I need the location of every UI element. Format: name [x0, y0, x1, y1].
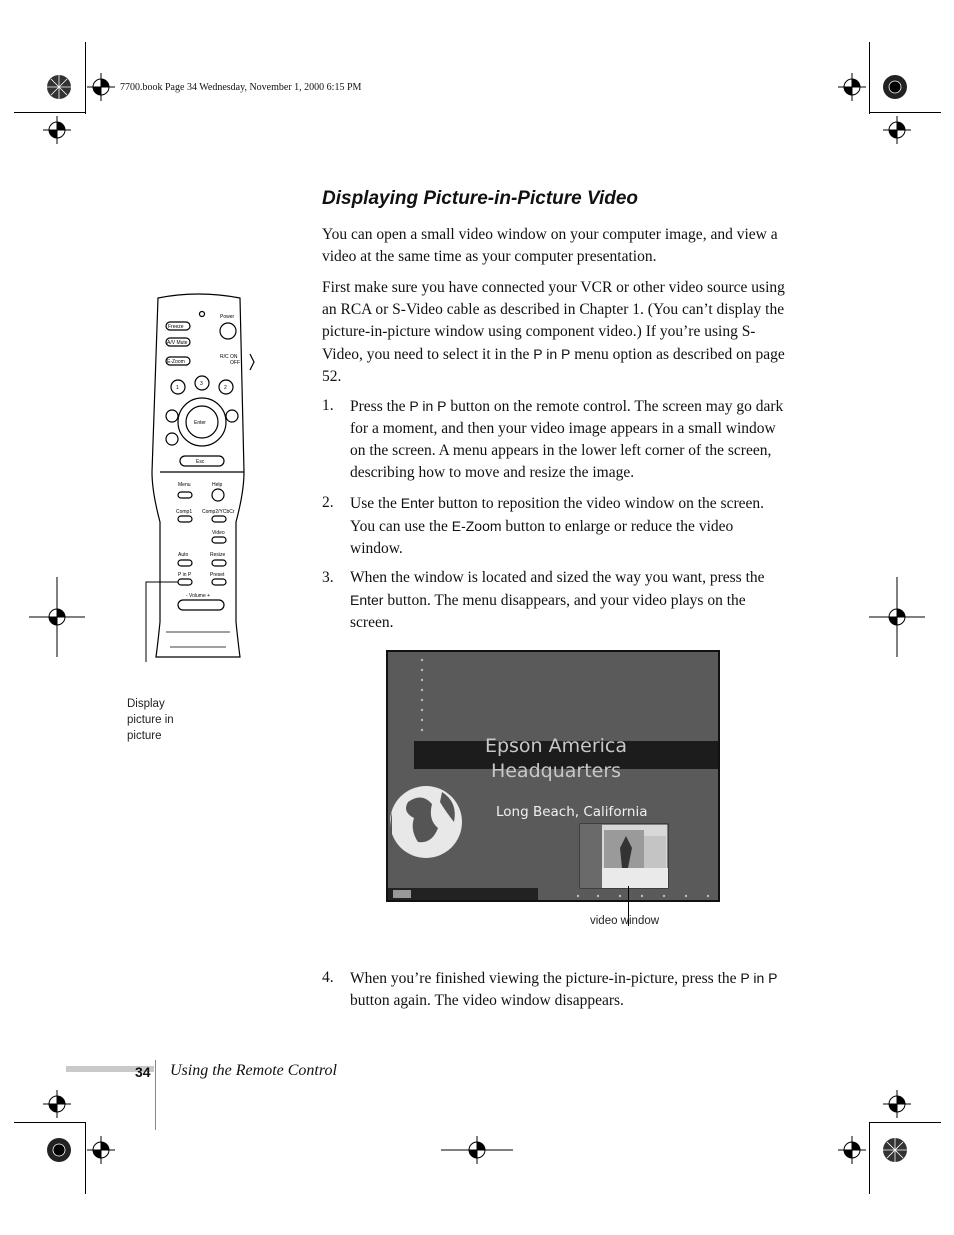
key-ezoom: E-Zoom — [451, 518, 502, 534]
off-label: OFF — [230, 360, 240, 366]
svg-text:Menu: Menu — [178, 482, 191, 488]
esc-label: Esc — [196, 459, 205, 465]
svg-text:Help: Help — [212, 482, 223, 488]
setup-paragraph: First make sure you have connected your VCR or other video source using an RCA or S-Video cable as described in Chapter 1. (You can’t display the picture-in-picture window using component video.) If you’re using S-Video, you need to select it in the P in P menu option as described on page 52. — [322, 279, 785, 385]
svg-text:1: 1 — [176, 385, 179, 391]
remote-callout-caption: Display picture in picture — [127, 698, 174, 742]
step-4: 4. When you’re finished viewing the picture-in-picture, press the P in P button again. The video window disappears. — [322, 969, 778, 1009]
svg-text:- Volume +: - Volume + — [186, 593, 211, 599]
step-3: 3. When the window is located and sized the way you want, press the Enter button. The menu disappears, and your video plays on the screen. — [322, 569, 765, 631]
av-mute-label: A/V Mute — [167, 340, 188, 346]
svg-text:Video: Video — [212, 530, 225, 536]
video-window-thumbnail — [580, 824, 668, 888]
ezoom-label: E-Zoom — [167, 359, 185, 365]
key-pinp: P in P — [740, 970, 778, 986]
enter-label: Enter — [194, 420, 206, 426]
screen-subtitle: Long Beach, California — [496, 804, 648, 820]
step-2: 2. Use the Enter button to reposition the video window on the screen. You can use the E-Zoom button to enlarge or reduce the video window. — [322, 494, 765, 557]
rc-label: R/C ON — [220, 354, 238, 360]
power-label: Power — [220, 314, 235, 320]
svg-text:2: 2 — [224, 385, 227, 391]
globe-icon — [390, 786, 462, 858]
projected-screen — [386, 650, 720, 902]
video-window-caption: video window — [590, 915, 660, 927]
svg-text:Resize: Resize — [210, 552, 226, 558]
key-pinp: P in P — [409, 398, 447, 414]
svg-text:Preset: Preset — [210, 572, 225, 578]
svg-text:Comp1: Comp1 — [176, 509, 193, 515]
key-pinp: P in P — [533, 346, 571, 362]
freeze-label: Freeze — [168, 324, 184, 330]
page-number: 34 — [135, 1064, 151, 1080]
screen-title: Epson America Headquarters — [484, 735, 628, 782]
intro-paragraph: You can open a small video window on your computer image, and view a video at the same time as your computer presentation. — [322, 226, 778, 265]
section-title: Displaying Picture-in-Picture Video — [322, 188, 639, 209]
file-info-header: 7700.book Page 34 Wednesday, November 1, 2000 6:15 PM — [120, 82, 362, 93]
step-1: 1. Press the P in P button on the remote control. The screen may go dark for a moment, and then your video image appears in a small window on the screen. A menu appears in the lower left corner of the screen, describing how to move and resize the image. — [322, 397, 784, 481]
svg-text:P in P: P in P — [178, 572, 192, 578]
svg-text:3: 3 — [200, 381, 203, 387]
svg-text:Auto: Auto — [178, 552, 189, 558]
remote-control-illustration — [140, 292, 260, 662]
svg-text:Comp2/YCbCr: Comp2/YCbCr — [202, 509, 235, 515]
key-enter: Enter — [400, 495, 435, 511]
running-footer-title: Using the Remote Control — [170, 1062, 337, 1079]
key-enter: Enter — [350, 592, 384, 608]
